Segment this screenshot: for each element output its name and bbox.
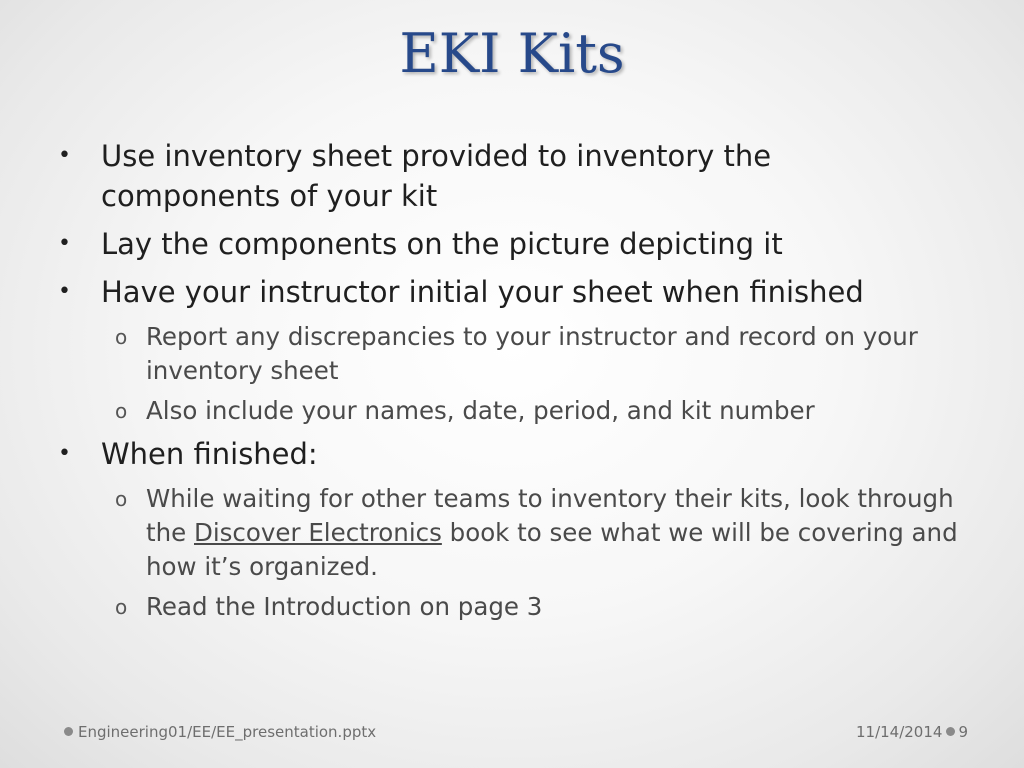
bullet-text: When finished: bbox=[101, 437, 318, 471]
bullet-item bbox=[58, 224, 958, 264]
sub-bullet-icon: o bbox=[115, 399, 128, 423]
bullet-text: Lay the components on the picture depicting it bbox=[101, 227, 783, 261]
bullet-item bbox=[58, 136, 958, 216]
footer-filename bbox=[64, 722, 376, 742]
sub-bullet-text: Also include your names, date, period, and kit number bbox=[146, 396, 815, 425]
sub-bullet-text bbox=[146, 484, 958, 581]
sub-bullet-item bbox=[58, 482, 958, 584]
sub-bullet-icon: o bbox=[115, 595, 128, 619]
sub-bullet-text-part: book to see what we will be covering and how it’s organized. bbox=[146, 518, 958, 581]
sub-bullet-text: Read the Introduction on page 3 bbox=[146, 592, 543, 621]
bullet-icon: • bbox=[58, 441, 71, 466]
bullet-icon: • bbox=[58, 279, 71, 304]
bullet-icon: • bbox=[58, 143, 71, 168]
slide-body bbox=[58, 136, 958, 630]
bullet-text: Use inventory sheet provided to inventory the components of your kit bbox=[101, 139, 772, 213]
bullet-item bbox=[58, 272, 958, 312]
sub-bullet-icon: o bbox=[115, 325, 128, 349]
footer-dot-icon bbox=[64, 727, 73, 736]
sub-bullet-text-part: While waiting for other teams to inventory their kits, look through the bbox=[146, 484, 954, 547]
sub-bullet-text: Report any discrepancies to your instructor and record on your inventory sheet bbox=[146, 322, 918, 385]
bullet-item bbox=[58, 434, 958, 474]
footer-file-text: Engineering01/EE/EE_presentation.pptx bbox=[78, 723, 377, 741]
sub-bullet-item bbox=[58, 590, 958, 624]
slide-number: 9 bbox=[958, 723, 968, 741]
book-title-link: Discover Electronics bbox=[194, 518, 442, 547]
slide-title: EKI Kits bbox=[399, 22, 625, 85]
bullet-text: Have your instructor initial your sheet when finished bbox=[101, 275, 864, 309]
sub-bullet-icon: o bbox=[115, 487, 128, 511]
footer-date: 11/14/2014 bbox=[855, 723, 943, 741]
sub-bullet-item bbox=[58, 320, 958, 388]
bullet-icon: • bbox=[58, 231, 71, 256]
sub-bullet-item bbox=[58, 394, 958, 428]
footer-dot-icon bbox=[946, 727, 955, 736]
footer-date-page bbox=[856, 722, 968, 742]
